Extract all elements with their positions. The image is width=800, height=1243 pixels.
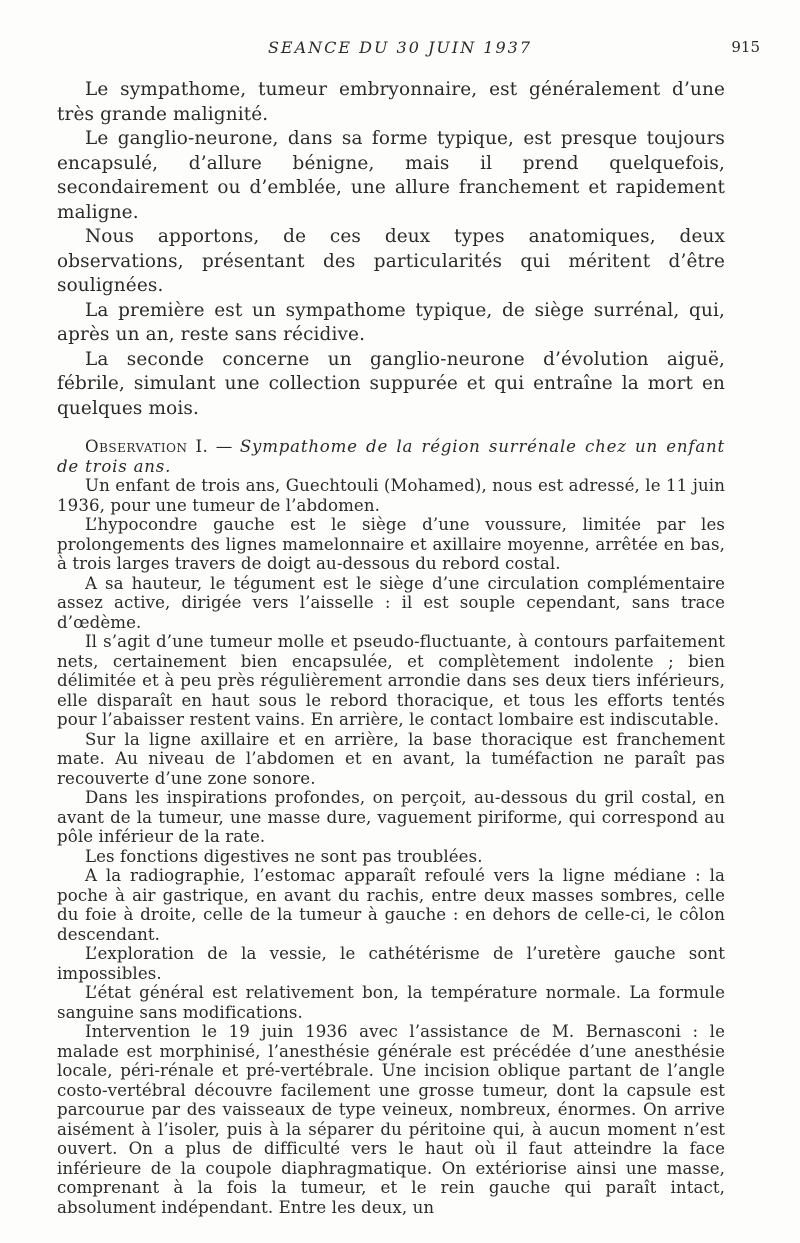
observation-label: Observation I. <box>85 437 209 456</box>
observation-section <box>57 437 725 1217</box>
intro-paragraph: Nous apportons, de ces deux types anatomiques, deux observations, présentant des particularités qui méritent d’être soulignées. <box>57 226 725 296</box>
observation-paragraph: L’hypocondre gauche est le siège d’une voussure, limitée par les prolongements des lignes mamelonnaire et axillaire moyenne, arrêtée en bas, à trois larges travers de doigt au-dessous du rebord costal. <box>57 515 725 573</box>
observation-paragraph: L’exploration de la vessie, le cathétérisme de l’uretère gauche sont impossibles. <box>57 944 725 983</box>
observation-paragraph: Dans les inspirations profondes, on perçoit, au-dessous du gril costal, en avant de la tumeur, une masse dure, vaguement piriforme, qui correspond au pôle inférieur de la rate. <box>57 788 725 846</box>
intro-paragraph: Le sympathome, tumeur embryonnaire, est généralement d’une très grande malignité. <box>57 79 725 125</box>
observation-paragraph: Intervention le 19 juin 1936 avec l’assistance de M. Bernasconi : le malade est morphinisé, l’anesthésie générale est précédée d’une anesthésie locale, péri-rénale et pré-vertébrale. Une incision oblique partant de l’angle costo-vertébral découvre facilement une grosse tumeur, dont la capsule est parcourue par des vaisseaux de type veineux, nombreux, énormes. On arrive aisément à l’isoler, puis à la séparer du péritoine qui, à aucun moment n’est ouvert. On a plus de difficulté vers le haut où il faut atteindre la face inférieure de la coupole diaphragmatique. On extériorise ainsi une masse, comprenant à la fois la tumeur, et le rein gauche qui paraît intact, absolument indépendant. Entre les deux, un <box>57 1022 725 1217</box>
observation-paragraph: Sur la ligne axillaire et en arrière, la base thoracique est franchement mate. Au niveau de l’abdomen et en avant, la tuméfaction ne paraît pas recouverte d’une zone sonore. <box>57 729 725 788</box>
observation-dash: — <box>208 437 240 456</box>
observation-paragraph: A la radiographie, l’estomac apparaît refoulé vers la ligne médiane : la poche à air gastrique, en avant du rachis, entre deux masses sombres, celle du foie à droite, celle de la tumeur à gauche : en dehors de celle-ci, le côlon descendant. <box>57 866 725 944</box>
running-title: SEANCE DU 30 JUIN 1937 <box>267 38 533 57</box>
observation-paragraph: Un enfant de trois ans, Guechtouli (Mohamed), nous est adressé, le 11 juin 1936, pour une tumeur de l’abdomen. <box>57 476 725 515</box>
observation-paragraph: Il s’agit d’une tumeur molle et pseudo-fluctuante, à contours parfaitement nets, certainement bien encapsulée, et complètement indolente ; bien délimitée et à peu près régulièrement arrondie dans ses deux tiers inférieurs, elle disparaît en haut sous le rebord thoracique, et tous les efforts tentés pour l’abaisser restent vains. En arrière, le contact lombaire est indiscutable. <box>57 632 725 729</box>
observation-title: Sympathome de la région surrénale chez un enfant de trois ans. <box>57 437 725 476</box>
running-head <box>0 38 800 58</box>
introduction <box>57 78 725 421</box>
observation-heading <box>57 437 725 476</box>
observation-paragraph: A sa hauteur, le tégument est le siège d’une circulation complémentaire assez active, dirigée vers l’aisselle : il est souple cependant, sans trace d’œdème. <box>57 573 725 632</box>
intro-paragraph: La seconde concerne un ganglio-neurone d’évolution aiguë, fébrile, simulant une collection suppurée et qui entraîne la mort en quelques mois. <box>57 348 725 419</box>
observation-paragraph: L’état général est relativement bon, la température normale. La formule sanguine sans modifications. <box>57 983 725 1022</box>
article-body <box>57 78 725 1217</box>
page-number: 915 <box>731 38 760 56</box>
intro-paragraph: La première est un sympathome typique, de siège surrénal, qui, après un an, reste sans récidive. <box>57 299 725 345</box>
intro-paragraph: Le ganglio-neurone, dans sa forme typique, est presque toujours encapsulé, d’allure bénigne, mais il prend quelquefois, secondairement ou d’emblée, une allure franchement et rapidement maligne. <box>57 128 725 223</box>
observation-paragraph: Les fonctions digestives ne sont pas troublées. <box>85 846 483 866</box>
